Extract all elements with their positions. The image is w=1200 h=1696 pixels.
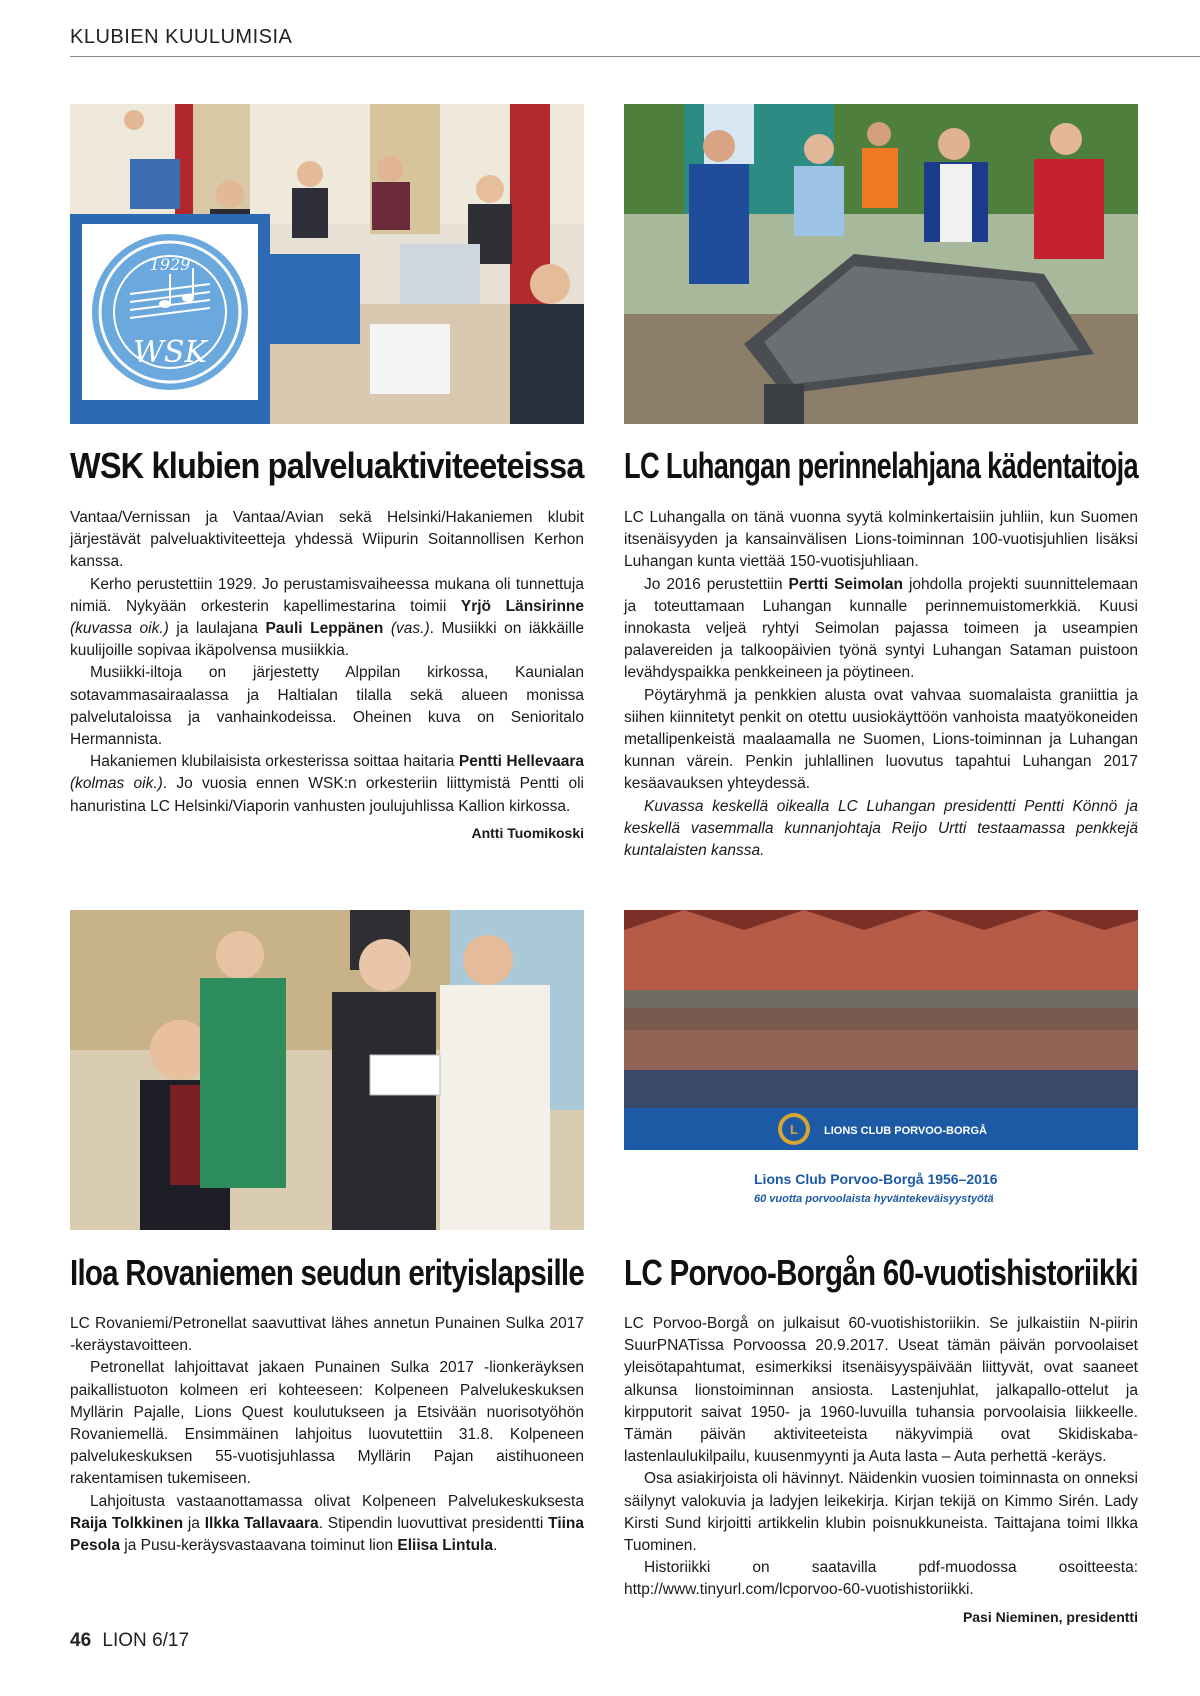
text-run: Kerho perustettiin 1929. Jo perustamisvaiheessa mukana oli tunnettuja nimiä. Nykyään orkesterin kapellimestarina toimii bbox=[70, 575, 584, 615]
wsk-logo-letters: WSK bbox=[133, 335, 207, 370]
paragraph bbox=[624, 1468, 1138, 1557]
text-run: Osa asiakirjoista oli hävinnyt. Näidenkin vuosien toiminnasta on onneksi säilynyt valokuvia ja ladyjen leikekirja. Kirjan tekijä on Kimmo Sirén. Lady Kirsti Sund kirjoitti artikkelin klubin poisnukkuneista. Taittajana toimi Ilkka Tuominen. bbox=[624, 1470, 1138, 1555]
magazine-name: LION bbox=[102, 1630, 147, 1651]
text-run: ja Pusu-keräysvastaavana toiminut lion bbox=[119, 1537, 398, 1555]
text-run: Lahjoitusta vastaanottamassa olivat Kolpeneen Palvelukeskuksesta bbox=[90, 1492, 584, 1510]
text-run: Hakaniemen klubilaisista orkesterissa soittaa haitaria bbox=[90, 753, 459, 771]
headline: Iloa Rovaniemen seudun erityislapsille bbox=[70, 1252, 585, 1293]
paragraph bbox=[624, 1557, 1138, 1601]
paragraph bbox=[70, 574, 584, 663]
top-rule bbox=[70, 56, 1200, 57]
article-body bbox=[624, 1313, 1138, 1628]
text-run: (vas.) bbox=[390, 620, 430, 638]
paragraph bbox=[624, 685, 1138, 796]
text-run: Petronellat lahjoittavat jakaen Punainen Sulka 2017 -lionkeräyksen paikallistuoton kolmeen eri kohteeseen: Kolpeneen Palvelukeskuksen Myllärin Pajalle, Lions Quest koulutukseen ja Etsivään nuorisotyöhön Rovaniemellä. Ensimmäinen lahjoitus luovutettiin 31.8. Kolpeneen palvelukeskuksen 55-vuotisjuhlassa Myllärin Pajan aistihuoneen rakentamisen tukemiseen. bbox=[70, 1359, 584, 1488]
paragraph bbox=[624, 1313, 1138, 1468]
text-run: Historiikki on saatavilla pdf-muodossa osoitteesta: http://www.tinyurl.com/lcporvoo-60-vuotishistoriikki. bbox=[624, 1559, 1138, 1599]
text-run: . bbox=[493, 1537, 498, 1555]
text-run: . Jo vuosia ennen WSK:n orkesteriin liittymistä Pentti oli hanuristina LC Helsinki/Viaporin vanhusten joulujuhlissa Kallion kirkossa. bbox=[70, 775, 584, 815]
article-body bbox=[70, 507, 584, 844]
article-body bbox=[624, 507, 1138, 862]
headline: WSK klubien palveluaktiviteeteissa bbox=[70, 445, 584, 486]
text-run: LC Rovaniemi/Petronellat saavuttivat lähes annetun Punainen Sulka 2017 -keräystavoitteen. bbox=[70, 1315, 584, 1355]
paragraph bbox=[70, 751, 584, 818]
text-run: ja bbox=[183, 1514, 205, 1532]
byline: Antti Tuomikoski bbox=[471, 824, 584, 841]
text-run: Yrjö Länsirinne bbox=[460, 597, 584, 615]
text-run: Pauli Leppänen bbox=[265, 620, 384, 638]
text-run: LC Porvoo-Borgå on julkaisut 60-vuotishistoriikin. Se julkaistiin N-piirin SuurPNATissa Porvoossa 20.9.2017. Useat tämän päivän porvoolaiset yleisötapahtumat, esimerkiksi itsenäisyyspäivään liittyvät, ovat saaneet alkunsa lionstoiminnan ansiosta. Lastenjuhlat, jalkapallo-ottelut ja kirpputorit saivat 1950- ja 1960-luvuilla tuhansia porvoolaisia liikkeelle. Tämän päivän aktiviteeteista näkyvimpiä ovat Skidiskaba-lastenlaulukilpailu, kuusenmyynti ja Auta lasta – Auta perhettä -keräys. bbox=[624, 1315, 1138, 1466]
text-run: . Musiikki on iäkkäille kuulijoille sopivaa ikäpolvensa musiikkia. bbox=[70, 620, 584, 660]
text-run: ja laulajana bbox=[168, 620, 266, 638]
text-run: LC Luhangalla on tänä vuonna syytä kolminkertaisiin juhliin, kun Suomen itsenäisyyden ja kansainvälisen Lions-toiminnan 100-vuotisjuhlien lisäksi Luhangan kunta viettää 150-vuotisjuhliaan. bbox=[624, 509, 1138, 571]
text-run: Eliisa Lintula bbox=[397, 1537, 494, 1555]
porvoo-banner-club: LIONS CLUB PORVOO-BORGÅ bbox=[824, 1125, 987, 1137]
headline: LC Luhangan perinnelahjana kädentaitoja bbox=[624, 445, 1139, 486]
paragraph bbox=[624, 507, 1138, 574]
text-run: Pentti Hellevaara bbox=[458, 753, 584, 771]
text-run: . Stipendin luovuttivat presidentti bbox=[318, 1514, 549, 1532]
paragraph bbox=[70, 1313, 584, 1357]
porvoo-banner-title: Lions Club Porvoo-Borgå 1956–2016 bbox=[754, 1171, 998, 1187]
wsk-logo-year: 1929 bbox=[149, 255, 191, 274]
porvoo-banner-subtitle: 60 vuotta porvoolaista hyväntekeväisyystyötä bbox=[754, 1193, 994, 1205]
text-run: Raija Tolkkinen bbox=[70, 1514, 184, 1532]
rovaniemi-photo bbox=[70, 910, 584, 1230]
text-run: Ilkka Tallavaara bbox=[204, 1514, 319, 1532]
byline: Pasi Nieminen, presidentti bbox=[962, 1608, 1138, 1625]
page-number: 46 bbox=[70, 1630, 92, 1651]
text-run: Vantaa/Vernissan ja Vantaa/Avian sekä Helsinki/Hakaniemen klubit järjestävät palveluaktiviteetteja yhdessä Wiipurin Soitannollisen Kerhon kanssa. bbox=[70, 509, 584, 571]
section-label: KLUBIEN KUULUMISIA bbox=[70, 26, 293, 48]
text-run: Jo 2016 perustettiin bbox=[644, 575, 789, 593]
paragraph bbox=[70, 1491, 584, 1558]
text-run bbox=[383, 620, 391, 637]
text-run: johdolla projekti suunnittelemaan ja toteuttamaan Luhangan kunnalle perinnemuistomerkkiä. Kuusi innokasta veljeä ryhtyi Seimolan pajassa toimeen ja useampien palavereiden ja talkoopäivien työnä syntyi Luhangan Sataman puistoon levähdyspaikka penkkeineen ja pöytineen. bbox=[624, 575, 1138, 682]
issue-number: 6/17 bbox=[152, 1630, 190, 1651]
svg-text:L: L bbox=[790, 1122, 798, 1137]
paragraph bbox=[70, 1357, 584, 1490]
text-run: (kolmas oik.) bbox=[70, 775, 163, 793]
paragraph bbox=[624, 796, 1138, 863]
text-run: Musiikki-iltoja on järjestetty Alppilan kirkossa, Kaunialan sotavammasairaalassa ja Haltialan tilalla sekä alueen monissa palvelutaloissa ja vanhainkodeissa. Oheinen kuva on Senioritalo Hermannista. bbox=[70, 664, 584, 749]
text-run: Pöytäryhmä ja penkkien alusta ovat vahvaa suomalaista graniittia ja siihen kiinnitetyt penkit on otettu uusiokäyttöön vanhoista maatyökoneiden metallipenkeistä maalaamalla ne Suomen, Lions-toiminnan ja Luhangan kunnan värein. Penkin juhlallinen luovutus tapahtui Luhangan 2017 kesäavauksen yhteydessä. bbox=[624, 686, 1138, 793]
article-body bbox=[70, 1313, 584, 1557]
paragraph bbox=[70, 662, 584, 751]
text-run: (kuvassa oik.) bbox=[70, 620, 169, 638]
headline: LC Porvoo-Borgån 60-vuotishistoriikki bbox=[624, 1252, 1138, 1293]
porvoo-cover-photo bbox=[624, 910, 1138, 1230]
text-run: Kuvassa keskellä oikealla LC Luhangan presidentti Pentti Könnö ja keskellä vasemmalla kunnanjohtaja Reijo Urtti testaamassa penkkejä kuntalaisten kanssa. bbox=[624, 797, 1138, 860]
paragraph bbox=[70, 507, 584, 574]
luhanka-bench-photo bbox=[624, 104, 1138, 424]
page-footer bbox=[70, 1630, 189, 1652]
text-run: Pertti Seimolan bbox=[788, 575, 903, 593]
paragraph bbox=[624, 574, 1138, 685]
wsk-orchestra-photo bbox=[70, 104, 584, 424]
text-run: Tiina Pesola bbox=[70, 1514, 585, 1555]
